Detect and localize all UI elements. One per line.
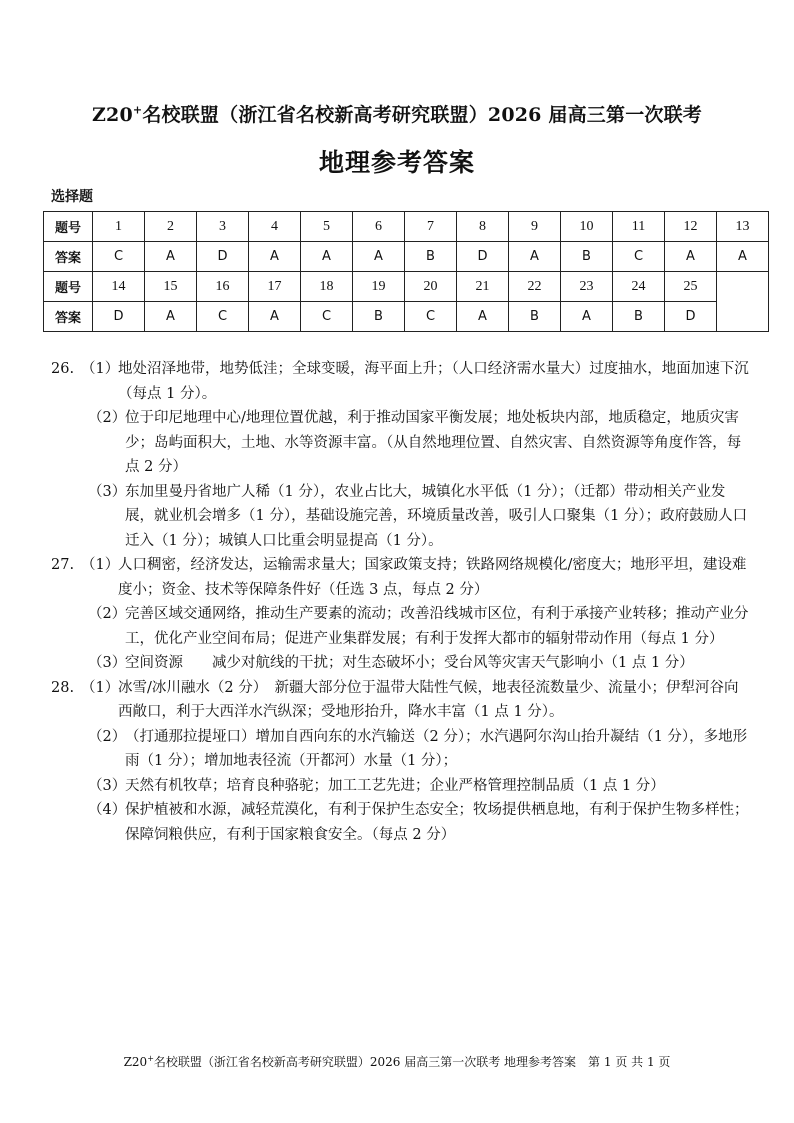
answer-cell: B — [405, 242, 457, 272]
document-title — [0, 100, 794, 127]
part-text: 位于印尼地理中心/地理位置优越，利于推动国家平衡发展；地处板块内部，地质稳定，地质灾害少；岛屿面积大，土地、水等资源丰富。（从自然地理位置、自然灾害、自然资源等角度作答，每点 2 分） — [125, 410, 742, 475]
section-label-choice: 选择题 — [51, 189, 93, 205]
table-row-answers-1 — [44, 242, 769, 272]
answer-cell: A — [145, 242, 197, 272]
part-number: （1） — [81, 679, 120, 696]
answer-cell: A — [717, 242, 769, 272]
answer-cell: A — [561, 302, 613, 332]
answer-cell: B — [561, 242, 613, 272]
table-row-question-numbers-2 — [44, 272, 769, 302]
question-number-cell: 19 — [353, 272, 405, 302]
part-text: 完善区域交通网络，推动生产要素的流动；改善沿线城市区位，有利于承接产业转移；推动产业分工，优化产业空间布局；促进产业集群发展；有利于发挥大都市的辐射带动作用（每点 1 分） — [125, 606, 749, 647]
question-number-cell: 8 — [457, 212, 509, 242]
part-text: 冰雪/冰川融水（2 分） 新疆大部分位于温带大陆性气候，地表径流数量少、流量小；伊犁河谷向西敞口，利于大西洋水汽纵深；受地形抬升，降水丰富（1 点 1 分）。 — [118, 679, 739, 720]
answer-cell: A — [353, 242, 405, 272]
footer-text: 名校联盟（浙江省名校新高考研究联盟）2026 届高三第一次联考 地理参考答案 第 1 页 共 1 页 — [153, 1055, 671, 1069]
answer-cell: C — [301, 302, 353, 332]
answer-part — [81, 357, 751, 406]
answer-part — [81, 553, 751, 602]
table-row-answers-2 — [44, 302, 769, 332]
answer-table — [43, 211, 769, 332]
open-answers — [51, 357, 751, 847]
question-number: 27. — [51, 557, 75, 573]
answer-cell: C — [613, 242, 665, 272]
question-number-cell: 15 — [145, 272, 197, 302]
question-number: 26. — [51, 361, 75, 377]
question-number-cell: 2 — [145, 212, 197, 242]
answer-cell: C — [405, 302, 457, 332]
row-label-question: 题号 — [44, 272, 93, 302]
document-subtitle: 地理参考答案 — [318, 148, 475, 177]
part-text: 空间资源 减少对航线的干扰；对生态破坏小；受台风等灾害天气影响小（1 点 1 分） — [125, 655, 694, 671]
question-number-cell: 9 — [509, 212, 561, 242]
part-number: （1） — [81, 557, 120, 573]
answer-cell: A — [665, 242, 717, 272]
question-number-cell: 16 — [197, 272, 249, 302]
answer-part — [88, 774, 751, 799]
empty-cell — [717, 272, 769, 332]
answer-cell: D — [197, 242, 249, 272]
table-row-question-numbers-1 — [44, 212, 769, 242]
part-number: （4） — [88, 802, 127, 818]
title-sup: + — [132, 103, 143, 117]
answer-cell: A — [249, 242, 301, 272]
question-26 — [51, 357, 751, 553]
answer-cell: A — [509, 242, 561, 272]
part-number: （2） — [88, 606, 127, 622]
question-number-cell: 17 — [249, 272, 301, 302]
question-number-cell: 24 — [613, 272, 665, 302]
answer-cell: A — [457, 302, 509, 332]
question-number-cell: 1 — [93, 212, 145, 242]
answer-cell: A — [301, 242, 353, 272]
question-number-cell: 3 — [197, 212, 249, 242]
question-number-cell: 13 — [717, 212, 769, 242]
part-text: （打通那拉提垭口）增加自西向东的水汽输送（2 分）；水汽遇阿尔沟山抬升凝结（1 分），多地形雨（1 分）；增加地表径流（开都河）水量（1 分）； — [125, 728, 748, 769]
part-text: 人口稠密，经济发达，运输需求量大；国家政策支持；铁路网络规模化/密度大；地形平坦，建设难度小；资金、技术等保障条件好（任选 3 点，每点 2 分） — [118, 557, 747, 598]
answer-cell: C — [197, 302, 249, 332]
question-number-cell: 22 — [509, 272, 561, 302]
part-text: 东加里曼丹省地广人稀（1 分），农业占比大，城镇化水平低（1 分）；（迁都）带动相关产业发展，就业机会增多（1 分），基础设施完善，环境质量改善，吸引人口聚集（1 分）；政府鼓励人口迁入（1 分）；城镇人口比重会明显提高（1 分）。 — [125, 483, 748, 549]
row-label-question: 题号 — [44, 212, 93, 242]
question-number-cell: 23 — [561, 272, 613, 302]
question-number-cell: 11 — [613, 212, 665, 242]
part-number: （3） — [88, 777, 127, 794]
answer-cell: B — [353, 302, 405, 332]
answer-part — [88, 725, 751, 774]
question-number-cell: 18 — [301, 272, 353, 302]
part-number: （3） — [88, 483, 127, 500]
answer-part — [88, 651, 751, 676]
question-number-cell: 21 — [457, 272, 509, 302]
answer-cell: D — [93, 302, 145, 332]
title-prefix: Z20 — [91, 104, 133, 126]
question-number-cell: 20 — [405, 272, 457, 302]
question-number-cell: 5 — [301, 212, 353, 242]
answer-cell: B — [509, 302, 561, 332]
part-text: 保护植被和水源，减轻荒漠化，有利于保护生态安全；牧场提供栖息地，有利于保护生物多样性；保障饲粮供应，有利于国家粮食安全。（每点 2 分） — [125, 802, 749, 843]
question-number-cell: 7 — [405, 212, 457, 242]
question-28 — [51, 676, 751, 848]
title-text: 名校联盟（浙江省名校新高考研究联盟）2026 届高三第一次联考 — [142, 104, 703, 126]
question-number-cell: 12 — [665, 212, 717, 242]
answer-part — [88, 602, 751, 651]
part-number: （1） — [81, 361, 120, 377]
part-number: （2） — [88, 410, 127, 426]
question-number-cell: 25 — [665, 272, 717, 302]
footer-sup: + — [147, 1054, 154, 1063]
answer-cell: B — [613, 302, 665, 332]
question-number: 28. — [51, 679, 75, 696]
part-text: 地处沼泽地带，地势低洼；全球变暖，海平面上升；（人口经济需水量大）过度抽水，地面加速下沉（每点 1 分）。 — [118, 361, 749, 402]
part-number: （3） — [88, 655, 127, 671]
question-number-cell: 10 — [561, 212, 613, 242]
answer-cell: C — [93, 242, 145, 272]
part-number: （2） — [88, 728, 127, 745]
part-text: 天然有机牧草；培育良种骆驼；加工工艺先进；企业严格管理控制品质（1 点 1 分） — [125, 777, 665, 794]
question-number-cell: 6 — [353, 212, 405, 242]
answer-part — [81, 676, 751, 725]
answer-part — [88, 480, 751, 554]
row-label-answer: 答案 — [44, 242, 93, 272]
question-number-cell: 4 — [249, 212, 301, 242]
answer-cell: A — [145, 302, 197, 332]
question-number-cell: 14 — [93, 272, 145, 302]
footer-prefix: Z20 — [123, 1055, 148, 1069]
answer-cell: D — [457, 242, 509, 272]
question-27 — [51, 553, 751, 676]
page-footer — [0, 1053, 794, 1070]
answer-cell: D — [665, 302, 717, 332]
answer-cell: A — [249, 302, 301, 332]
answer-part — [88, 798, 751, 847]
answer-part — [88, 406, 751, 480]
row-label-answer: 答案 — [44, 302, 93, 332]
